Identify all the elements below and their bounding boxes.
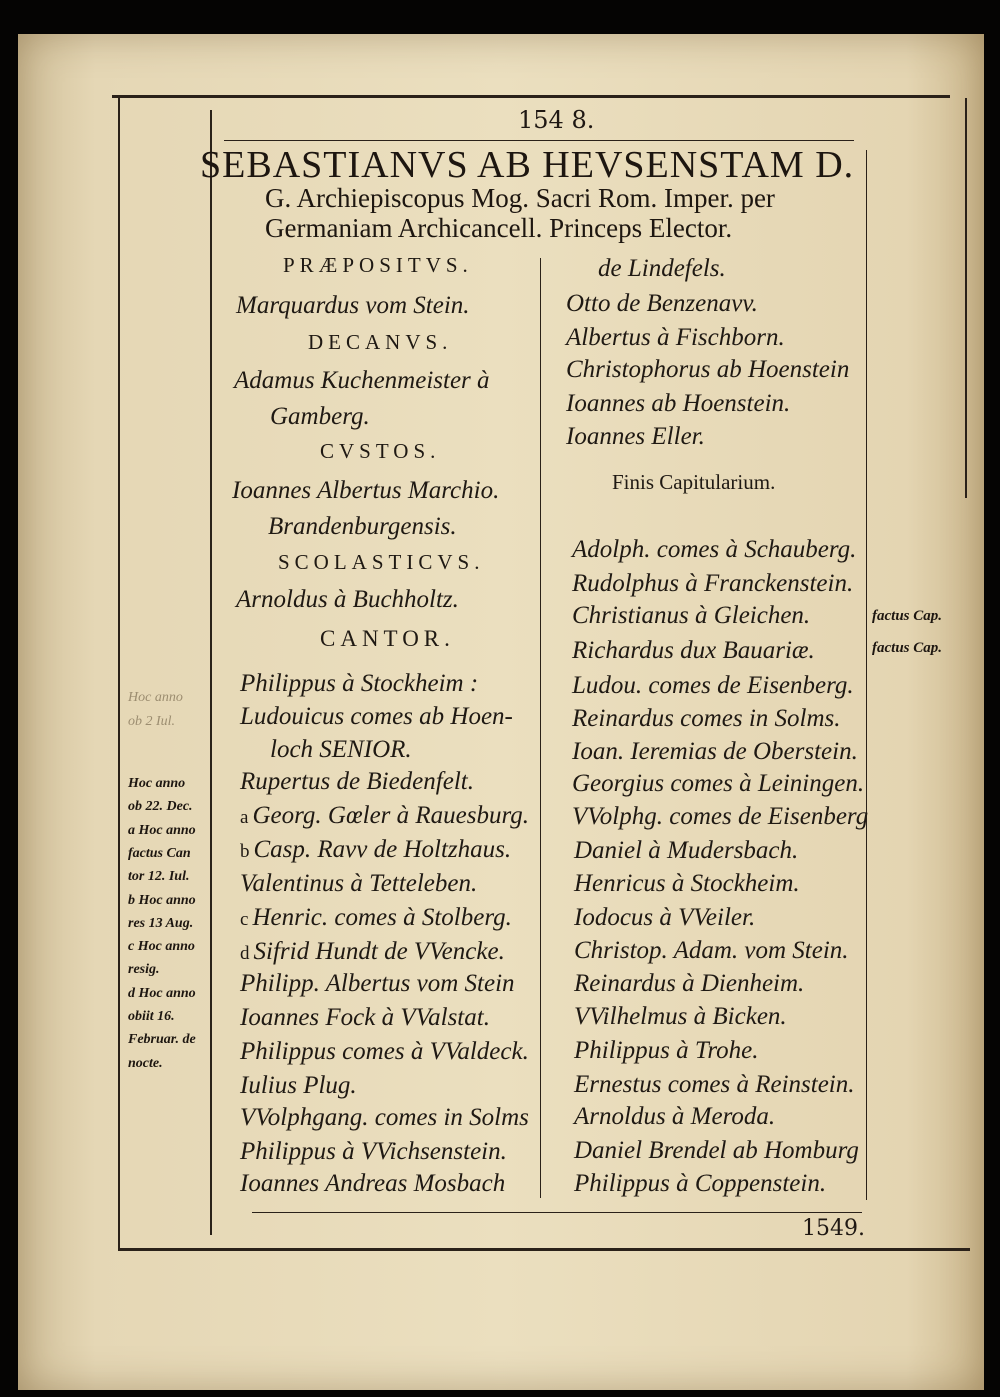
margin-note: nocte. — [128, 1055, 163, 1071]
entry-text: Adolph. comes à Schauberg. — [572, 536, 857, 563]
right-name-entry — [574, 1003, 787, 1031]
left-outer-rule — [118, 98, 120, 1248]
entry-text: SCOLASTICVS. — [278, 550, 485, 574]
column-divider-rule — [540, 258, 541, 1198]
entry-text: Christop. Adam. vom Stein. — [574, 937, 849, 964]
entry-text: Brandenburgensis. — [268, 513, 457, 540]
entry-text: Reinardus comes in Solms. — [572, 705, 841, 732]
right-name-entry — [574, 970, 804, 998]
entry-text: Rudolphus à Franckenstein. — [572, 570, 854, 597]
margin-note: ob 22. Dec. — [128, 799, 193, 815]
right-name-entry — [572, 738, 858, 766]
entry-text: Richardus dux Bauariæ. — [572, 637, 815, 664]
heading-subtitle-2: Germaniam Archicancell. Princeps Elector. — [265, 213, 733, 243]
left-name-entry — [240, 904, 512, 932]
right-name-entry — [574, 1037, 759, 1065]
left-name-entry — [270, 403, 370, 431]
entry-text: Sifrid Hundt de VVencke. — [253, 938, 505, 965]
margin-note: obiit 16. — [128, 1009, 175, 1024]
left-name-entry — [236, 292, 470, 320]
office-heading — [320, 626, 455, 652]
right-name-entry — [574, 937, 849, 965]
entry-text: Reinardus à Dienheim. — [574, 970, 805, 997]
left-name-entry — [232, 477, 499, 505]
entry-text: VVilhelmus à Bicken. — [574, 1003, 787, 1030]
entry-text: de Lindefels. — [598, 255, 726, 282]
right-name-entry — [574, 1170, 826, 1198]
entry-text: Ioan. Ieremias de Oberstein. — [572, 738, 858, 765]
entry-text: Philippus à Stockheim : — [240, 670, 479, 697]
right-name-entry — [574, 870, 800, 898]
left-name-entry — [240, 836, 511, 864]
entry-text: DECANVS. — [308, 330, 453, 354]
left-name-entry — [236, 586, 459, 614]
entry-text: Ioannes Andreas Mosbach — [240, 1170, 506, 1197]
page-number-top: 154 8. — [518, 106, 595, 134]
entry-text: Marquardus vom Stein. — [236, 292, 470, 319]
heading-title: SEBASTIANVS AB HEVSENSTAM D. — [200, 144, 855, 186]
entry-text: Philipp. Albertus vom Stein — [240, 970, 515, 997]
right-name-entry — [572, 803, 868, 831]
left-name-entry — [240, 1138, 507, 1166]
entry-text: Ludouicus comes ab Hoen- — [240, 703, 513, 730]
entry-text: Daniel Brendel ab Homburg — [574, 1137, 859, 1164]
margin-note-faded: Hoc anno — [128, 690, 183, 705]
left-name-entry — [270, 736, 412, 764]
right-outer-rule — [965, 98, 967, 498]
heading-subtitle-1: G. Archiepiscopus Mog. Sacri Rom. Imper. per — [265, 183, 775, 213]
right-name-entry — [566, 390, 790, 418]
right-name-entry — [572, 602, 810, 630]
entry-text: Ludou. comes de Eisenberg. — [572, 672, 854, 699]
entry-text: Georgius comes à Leiningen. — [572, 770, 865, 797]
entry-text: VVolphgang. comes in Solms — [240, 1104, 529, 1131]
entry-text: Finis Capitularium. — [612, 470, 776, 494]
entry-text: VVolphg. comes de Eisenberg — [572, 803, 869, 830]
entry-text: Philippus à Trohe. — [574, 1037, 759, 1064]
left-name-entry — [240, 703, 513, 731]
right-name-entry — [572, 637, 815, 665]
entry-text: Daniel à Mudersbach. — [574, 837, 799, 864]
footer-rule — [252, 1212, 862, 1213]
right-name-entry — [574, 1071, 855, 1099]
entry-text: Henric. comes à Stolberg. — [252, 904, 512, 931]
margin-note: Februar. de — [128, 1032, 196, 1048]
entry-text: Ioannes Eller. — [566, 423, 705, 450]
right-name-entry — [566, 423, 705, 451]
entry-text: Georg. Gœler à Rauesburg. — [252, 802, 530, 829]
left-name-entry — [240, 1104, 529, 1132]
margin-note-right: factus Cap. — [872, 608, 943, 624]
heading-underline — [224, 140, 854, 141]
margin-note: Hoc anno — [128, 776, 186, 791]
margin-note: c Hoc anno — [128, 939, 195, 955]
left-name-entry — [240, 1038, 529, 1066]
entry-text: Arnoldus à Buchholtz. — [236, 586, 459, 613]
left-name-entry — [240, 1004, 490, 1032]
right-name-entry — [574, 1103, 775, 1131]
entry-text: Arnoldus à Meroda. — [574, 1103, 776, 1130]
entry-text: Iulius Plug. — [240, 1072, 357, 1099]
entry-text: Valentinus à Tetteleben. — [240, 870, 478, 897]
entry-text: Iodocus à VVeiler. — [574, 904, 756, 931]
entry-text: Philippus à Coppenstein. — [574, 1170, 827, 1197]
office-heading — [320, 439, 440, 464]
footnote-letter: a — [240, 807, 249, 828]
left-name-entry — [234, 367, 490, 395]
top-rule — [112, 95, 950, 98]
left-inner-rule — [210, 110, 212, 1235]
left-name-entry — [240, 768, 474, 796]
entry-text: Philippus à VVichsenstein. — [240, 1138, 507, 1165]
office-heading — [308, 330, 452, 355]
entry-text: Rupertus de Biedenfelt. — [240, 768, 474, 795]
entry-text: Ioannes ab Hoenstein. — [566, 390, 791, 417]
margin-note: res 13 Aug. — [128, 915, 194, 931]
right-name-entry — [612, 470, 775, 495]
margin-note: factus Can — [128, 845, 191, 861]
right-name-entry — [572, 705, 841, 733]
margin-note: b Hoc anno — [128, 892, 196, 908]
right-name-entry — [566, 290, 758, 318]
office-heading — [278, 550, 484, 575]
margin-note: d Hoc anno — [128, 985, 196, 1001]
margin-note: resig. — [128, 962, 160, 978]
left-name-entry — [240, 1170, 505, 1198]
entry-text: CVSTOS. — [320, 439, 441, 463]
left-name-entry — [240, 870, 477, 898]
entry-text: PRÆPOSITVS. — [283, 253, 473, 277]
right-name-entry — [566, 324, 785, 352]
right-name-entry — [572, 672, 854, 700]
margin-note: a Hoc anno — [128, 822, 196, 838]
footnote-letter: b — [240, 841, 250, 862]
right-inner-rule — [866, 150, 867, 1200]
entry-text: Christianus à Gleichen. — [572, 602, 811, 629]
margin-note: tor 12. Iul. — [128, 869, 190, 885]
footnote-letter: d — [240, 943, 250, 964]
left-name-entry — [240, 970, 515, 998]
page-number-bottom: 1549. — [802, 1216, 865, 1241]
right-name-entry — [574, 837, 798, 865]
entry-text: Henricus à Stockheim. — [574, 870, 800, 897]
bottom-rule — [118, 1248, 970, 1251]
right-name-entry — [572, 536, 856, 564]
office-heading — [283, 253, 473, 278]
entry-text: Christophorus ab Hoenstein — [566, 356, 850, 383]
entry-text: Adamus Kuchenmeister à — [234, 367, 490, 394]
entry-text: loch SENIOR. — [270, 736, 412, 763]
left-name-entry — [240, 802, 529, 830]
entry-text: Ioannes Albertus Marchio. — [232, 477, 500, 504]
right-name-entry — [574, 1137, 859, 1165]
entry-text: Casp. Ravv de Holtzhaus. — [253, 836, 512, 863]
left-name-entry — [240, 1072, 357, 1100]
entry-text: Ernestus comes à Reinstein. — [574, 1071, 855, 1098]
entry-text: Gamberg. — [270, 403, 370, 430]
right-name-entry — [566, 356, 849, 384]
entry-text: CANTOR. — [320, 626, 455, 651]
entry-text: Ioannes Fock à VValstat. — [240, 1004, 490, 1031]
left-name-entry — [240, 670, 478, 698]
left-name-entry — [268, 513, 457, 541]
left-name-entry — [240, 938, 505, 966]
margin-note-right: factus Cap. — [872, 640, 943, 656]
right-name-entry — [572, 570, 853, 598]
right-name-entry — [572, 770, 864, 798]
right-name-entry — [574, 904, 755, 932]
entry-text: Albertus à Fischborn. — [566, 324, 785, 351]
entry-text: Otto de Benzenavv. — [566, 290, 758, 317]
right-name-entry — [598, 255, 726, 283]
margin-note-faded: ob 2 Iul. — [128, 714, 176, 729]
entry-text: Philippus comes à VValdeck. — [240, 1038, 529, 1065]
footnote-letter: c — [240, 909, 249, 930]
